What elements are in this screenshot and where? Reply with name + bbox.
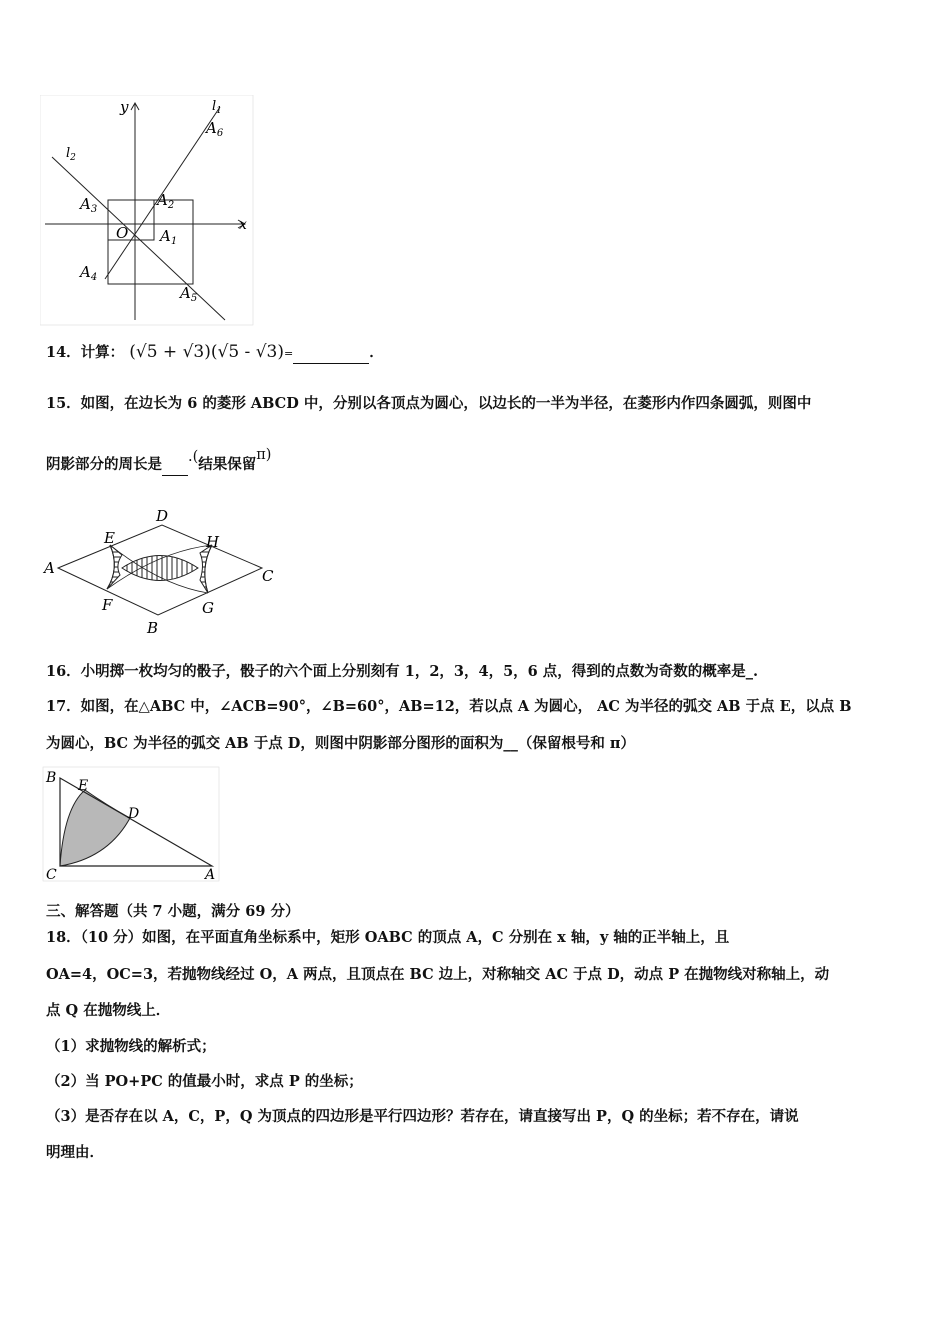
figure-q13-coordinate-lines: [40, 95, 260, 327]
label-A: A: [205, 867, 216, 883]
q15-line2-mid: .(: [188, 449, 199, 465]
label-y: y: [120, 98, 129, 116]
label-l1: $l_1$: [212, 99, 222, 116]
figure-q15-rhombus: [40, 505, 290, 640]
q15-line2-suffix: 结果保留: [198, 456, 257, 473]
question-14: [46, 342, 384, 364]
q17-line-2: 为圆心，BC 为半径的弧交 AB 于点 D，则图中阴影部分图形的面积为__（保留根号和 π）: [46, 735, 635, 752]
q18-sub-3-line-1: （3）是否存在以 A，C，P，Q 为顶点的四边形是平行四边形？若存在，请直接写出 P，Q 的坐标；若不存在，请说: [46, 1108, 799, 1125]
line-l2: [52, 157, 225, 320]
figure-q17-triangle: [42, 766, 222, 884]
label-A1: $A_1$: [160, 227, 178, 247]
label-A4: $A_4$: [80, 263, 98, 283]
label-F: F: [102, 596, 113, 614]
q18-sub-3-line-2: 明理由．: [46, 1144, 104, 1161]
q14-expr-right: (√5 - √3): [210, 342, 284, 362]
label-E: E: [78, 778, 89, 794]
label-D: D: [128, 806, 140, 822]
q14-number: 14．计算：: [46, 344, 125, 361]
q14-answer-blank[interactable]: [293, 343, 369, 364]
q15-pi: π): [256, 447, 272, 463]
label-A3: $A_3$: [80, 195, 98, 215]
q15-answer-blank[interactable]: [162, 455, 188, 476]
label-H: H: [206, 533, 220, 551]
q15-line2-prefix: 阴影部分的周长是: [46, 456, 162, 473]
q15-line-1: 15．如图，在边长为 6 的菱形 ABCD 中，分别以各顶点为圆心，以边长的一半为半径，在菱形内作四条圆弧，则图中: [46, 395, 812, 412]
section-3-title: 三、解答题（共 7 小题，满分 69 分）: [46, 903, 300, 920]
q18-sub-2: （2）当 PO+PC 的值最小时，求点 P 的坐标；: [46, 1073, 363, 1090]
small-square: [108, 200, 154, 240]
label-E: E: [104, 529, 115, 547]
label-O: O: [116, 224, 129, 242]
label-C: C: [262, 567, 274, 585]
q18-sub-1: （1）求抛物线的解析式；: [46, 1038, 216, 1055]
label-A: A: [44, 559, 55, 577]
label-B: B: [147, 619, 159, 637]
label-x: x: [239, 217, 247, 233]
q14-expr-left: (√5 + √3): [129, 342, 211, 362]
label-A2: $A_2$: [157, 191, 175, 211]
q15-line-2: [46, 447, 272, 476]
q14-equals: =: [284, 347, 294, 360]
q17-line-1: 17．如图，在△ABC 中，∠ACB=90°，∠B=60°，AB=12，若以点 A 为圆心， AC 为半径的弧交 AB 于点 E，以点 B: [46, 698, 852, 715]
label-l2: $l_2$: [66, 146, 76, 163]
label-A6: $A_6$: [206, 119, 224, 139]
q18-line-3: 点 Q 在抛物线上．: [46, 1002, 171, 1019]
q18-line-2: OA=4，OC=3，若抛物线经过 O，A 两点，且顶点在 BC 边上，对称轴交 AC 于点 D，动点 P 在抛物线对称轴上，动: [46, 966, 830, 983]
q18-line-1: 18．（10 分）如图，在平面直角坐标系中，矩形 OABC 的顶点 A，C 分别在 x 轴，y 轴的正半轴上，且: [46, 929, 730, 946]
shaded-region: [60, 790, 130, 866]
label-G: G: [202, 599, 214, 617]
label-A5: $A_5$: [180, 284, 198, 304]
label-B: B: [46, 770, 57, 786]
label-C: C: [46, 867, 57, 883]
large-rect: [108, 200, 193, 284]
q14-end: ．: [369, 344, 384, 361]
label-D: D: [156, 507, 169, 525]
question-16: 16．小明掷一枚均匀的骰子，骰子的六个面上分别刻有 1，2，3，4，5，6 点，得到的点数为奇数的概率是_.: [46, 663, 759, 680]
